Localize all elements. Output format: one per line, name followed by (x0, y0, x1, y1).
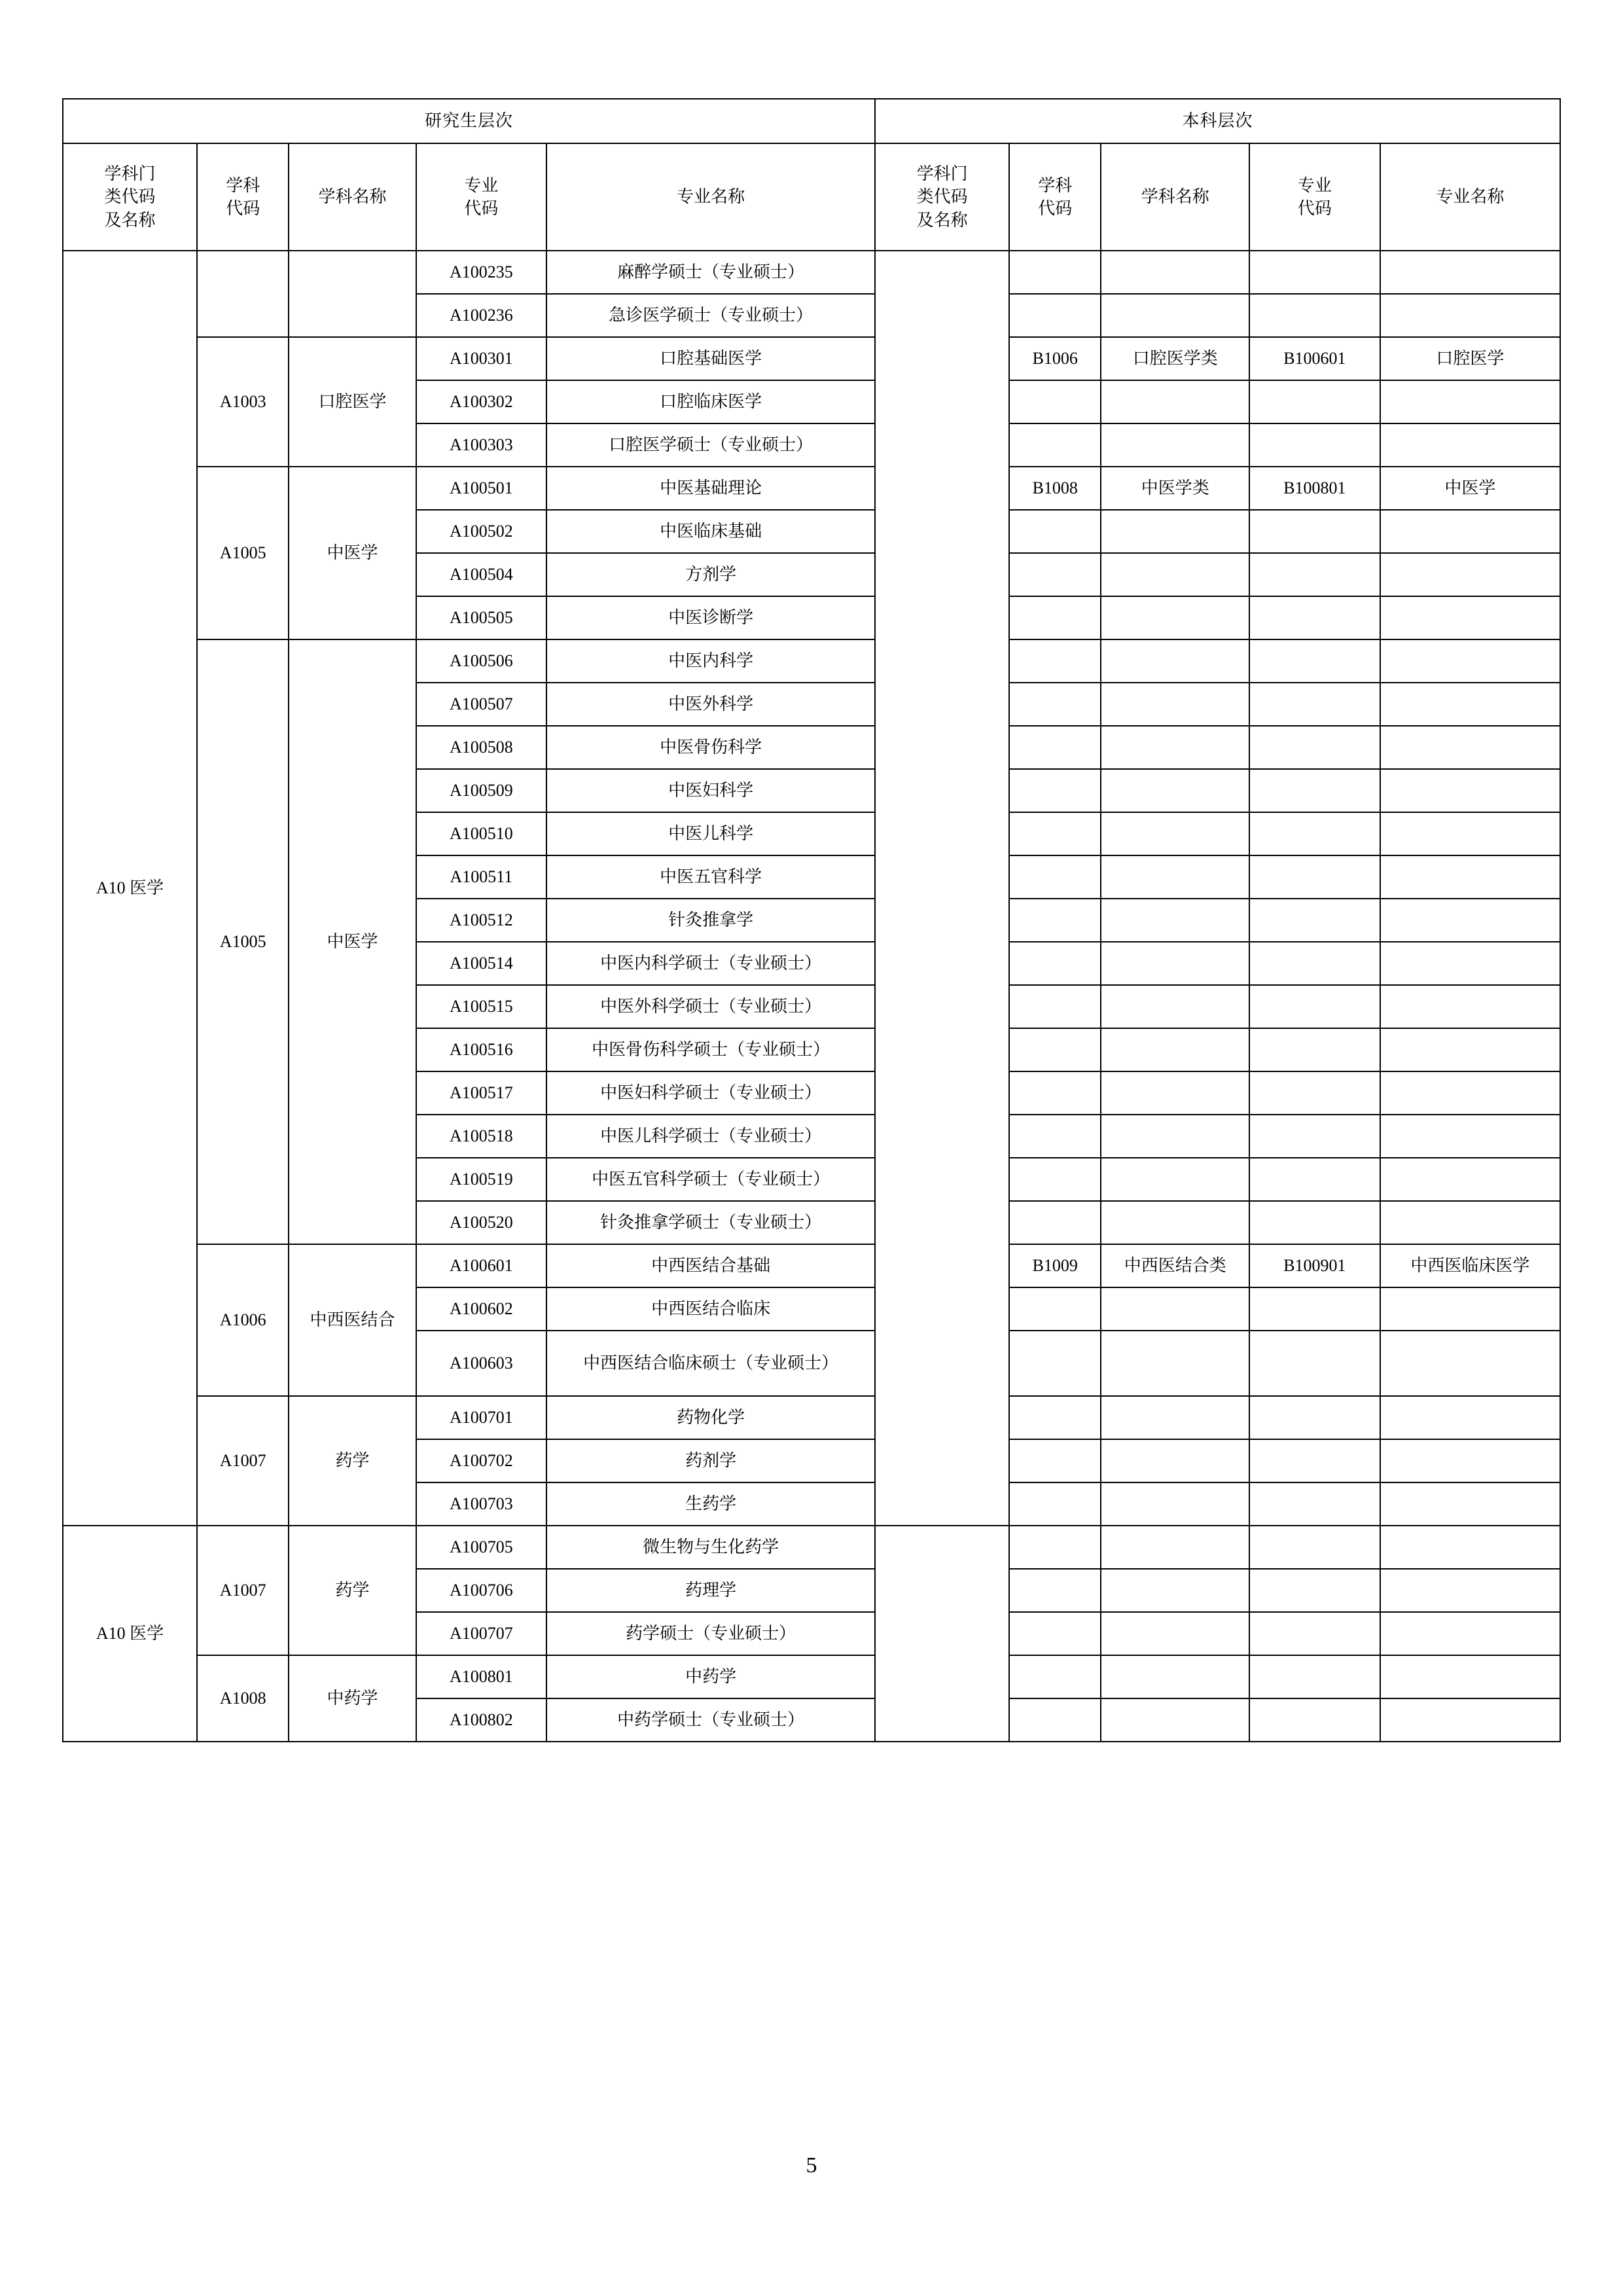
grad-major-code: A100505 (416, 596, 547, 639)
ug-major-code (1249, 1526, 1380, 1569)
ug-disc-code (1009, 1115, 1101, 1158)
ug-major-code (1249, 510, 1380, 553)
header-ug-discipline-name: 学科名称 (1101, 143, 1249, 251)
ug-disc-name (1101, 855, 1249, 899)
grad-major-code: A100519 (416, 1158, 547, 1201)
ug-major-name (1380, 726, 1560, 769)
grad-major-name: 口腔基础医学 (546, 337, 875, 380)
ug-major-name (1380, 294, 1560, 337)
grad-disc-code-a1006: A1006 (197, 1244, 289, 1396)
ug-major-code (1249, 1201, 1380, 1244)
grad-major-code: A100507 (416, 683, 547, 726)
ug-disc-code (1009, 1526, 1101, 1569)
ug-disc-name (1101, 1482, 1249, 1526)
ug-disc-code (1009, 294, 1101, 337)
ug-category-blank-2 (875, 1526, 1009, 1742)
grad-major-code: A100509 (416, 769, 547, 812)
ug-major-code (1249, 294, 1380, 337)
ug-major-code (1249, 1115, 1380, 1158)
blank-disc-name (289, 251, 416, 337)
grad-disc-name-a1007: 药学 (289, 1396, 416, 1526)
grad-major-code: A100515 (416, 985, 547, 1028)
header-grad-discipline-code (197, 143, 289, 251)
ug-major-code: B100801 (1249, 467, 1380, 510)
ug-major-name (1380, 985, 1560, 1028)
grad-disc-name-a1006: 中西医结合 (289, 1244, 416, 1396)
ug-major-code (1249, 1331, 1380, 1396)
table-header-level-row (63, 99, 1560, 143)
ug-disc-code (1009, 1569, 1101, 1612)
grad-major-name: 中西医结合临床 (546, 1287, 875, 1331)
header-ug-discipline-code (1009, 143, 1101, 251)
header-ug-category-line2: 类代码 (916, 187, 968, 207)
ug-disc-name (1101, 1071, 1249, 1115)
grad-major-code: A100303 (416, 423, 547, 467)
ug-major-code (1249, 769, 1380, 812)
grad-major-code: A100517 (416, 1071, 547, 1115)
ug-disc-code (1009, 1331, 1101, 1396)
grad-disc-name-a1008: 中药学 (289, 1655, 416, 1742)
header-grad-disc-code-line2: 代码 (226, 199, 260, 218)
grad-disc-code-a1008: A1008 (197, 1655, 289, 1742)
ug-disc-name (1101, 1612, 1249, 1655)
grad-major-code: A100514 (416, 942, 547, 985)
ug-major-code (1249, 1612, 1380, 1655)
grad-major-name: 中药学 (546, 1655, 875, 1698)
grad-major-code: A100601 (416, 1244, 547, 1287)
grad-major-code: A100603 (416, 1331, 547, 1396)
header-grad-major-code (416, 143, 547, 251)
grad-major-code: A100501 (416, 467, 547, 510)
ug-disc-name (1101, 1526, 1249, 1569)
ug-disc-name (1101, 596, 1249, 639)
grad-major-code: A100602 (416, 1287, 547, 1331)
ug-major-code (1249, 942, 1380, 985)
header-ug-major-code-line2: 代码 (1297, 199, 1332, 218)
grad-major-name: 方剂学 (546, 553, 875, 596)
table-header-columns-row (63, 143, 1560, 251)
ug-disc-code (1009, 1439, 1101, 1482)
grad-major-name: 口腔医学硕士（专业硕士） (546, 423, 875, 467)
header-grad-category-line3: 及名称 (104, 210, 156, 230)
group-category-a10-medicine-1: A10 医学 (63, 251, 197, 1526)
ug-disc-code (1009, 1158, 1101, 1201)
grad-major-name: 生药学 (546, 1482, 875, 1526)
grad-major-name: 中医诊断学 (546, 596, 875, 639)
ug-major-code (1249, 683, 1380, 726)
ug-major-name (1380, 1158, 1560, 1201)
ug-disc-code: B1009 (1009, 1244, 1101, 1287)
ug-major-code (1249, 1071, 1380, 1115)
grad-major-name: 中医儿科学 (546, 812, 875, 855)
page-number: 5 (806, 2153, 817, 2178)
ug-major-code (1249, 985, 1380, 1028)
ug-major-name (1380, 1287, 1560, 1331)
ug-disc-code (1009, 423, 1101, 467)
ug-disc-code (1009, 1071, 1101, 1115)
table-row (63, 639, 1560, 683)
grad-disc-name-a1007b: 药学 (289, 1526, 416, 1655)
ug-major-name (1380, 942, 1560, 985)
discipline-mapping-table (62, 98, 1561, 1742)
ug-major-code (1249, 423, 1380, 467)
grad-major-name: 麻醉学硕士（专业硕士） (546, 251, 875, 294)
grad-major-name: 中医儿科学硕士（专业硕士） (546, 1115, 875, 1158)
header-ug-major-code-line1: 专业 (1297, 175, 1332, 195)
ug-category-blank-1 (875, 251, 1009, 1526)
grad-disc-name-a1003: 口腔医学 (289, 337, 416, 467)
grad-disc-code-a1007: A1007 (197, 1396, 289, 1526)
grad-major-code: A100508 (416, 726, 547, 769)
ug-major-name (1380, 1331, 1560, 1396)
grad-disc-code-a1005: A1005 (197, 467, 289, 639)
ug-disc-name (1101, 423, 1249, 467)
ug-disc-code (1009, 899, 1101, 942)
ug-disc-code: B1008 (1009, 467, 1101, 510)
grad-major-code: A100504 (416, 553, 547, 596)
header-ug-disc-code-line2: 代码 (1038, 199, 1073, 218)
ug-major-name (1380, 596, 1560, 639)
grad-major-code: A100801 (416, 1655, 547, 1698)
grad-major-name: 急诊医学硕士（专业硕士） (546, 294, 875, 337)
ug-disc-name: 中医学类 (1101, 467, 1249, 510)
ug-major-code (1249, 251, 1380, 294)
grad-major-name: 中医妇科学硕士（专业硕士） (546, 1071, 875, 1115)
ug-major-name (1380, 251, 1560, 294)
ug-disc-name: 中西医结合类 (1101, 1244, 1249, 1287)
grad-major-name: 针灸推拿学硕士（专业硕士） (546, 1201, 875, 1244)
grad-major-name: 中医内科学硕士（专业硕士） (546, 942, 875, 985)
ug-major-name: 口腔医学 (1380, 337, 1560, 380)
header-ug-category-line3: 及名称 (916, 210, 968, 230)
grad-major-name: 针灸推拿学 (546, 899, 875, 942)
ug-major-name (1380, 1396, 1560, 1439)
ug-disc-code (1009, 942, 1101, 985)
ug-disc-name (1101, 1396, 1249, 1439)
header-grad-disc-code-line1: 学科 (226, 175, 260, 195)
ug-disc-name: 口腔医学类 (1101, 337, 1249, 380)
ug-major-name (1380, 1115, 1560, 1158)
header-grad-category-line2: 类代码 (104, 187, 156, 207)
grad-major-name: 中医五官科学硕士（专业硕士） (546, 1158, 875, 1201)
grad-disc-name-a1005: 中医学 (289, 467, 416, 639)
ug-disc-name (1101, 1569, 1249, 1612)
ug-major-code (1249, 1287, 1380, 1331)
grad-major-name: 药剂学 (546, 1439, 875, 1482)
ug-major-code (1249, 1158, 1380, 1201)
grad-major-name: 中医骨伤科学 (546, 726, 875, 769)
grad-major-name: 中医五官科学 (546, 855, 875, 899)
ug-disc-code (1009, 812, 1101, 855)
grad-major-code: A100302 (416, 380, 547, 423)
ug-disc-code (1009, 596, 1101, 639)
ug-disc-name (1101, 1331, 1249, 1396)
grad-major-code: A100706 (416, 1569, 547, 1612)
grad-major-name: 中医临床基础 (546, 510, 875, 553)
ug-major-name (1380, 1569, 1560, 1612)
ug-major-code (1249, 1569, 1380, 1612)
header-ug-category (875, 143, 1009, 251)
ug-major-name (1380, 1071, 1560, 1115)
ug-major-name (1380, 1698, 1560, 1742)
header-grad-category-line1: 学科门 (104, 164, 156, 184)
grad-major-code: A100512 (416, 899, 547, 942)
ug-major-name (1380, 769, 1560, 812)
grad-major-code: A100511 (416, 855, 547, 899)
header-grad-major-code-line2: 代码 (464, 199, 499, 218)
header-graduate-level: 研究生层次 (63, 99, 875, 143)
grad-major-code: A100301 (416, 337, 547, 380)
ug-disc-code (1009, 1612, 1101, 1655)
ug-disc-name (1101, 1287, 1249, 1331)
grad-major-code: A100235 (416, 251, 547, 294)
ug-disc-name (1101, 510, 1249, 553)
ug-major-code: B100601 (1249, 337, 1380, 380)
table-row (63, 1655, 1560, 1698)
grad-major-code: A100703 (416, 1482, 547, 1526)
grad-major-name: 口腔临床医学 (546, 380, 875, 423)
table-row (63, 1396, 1560, 1439)
ug-disc-code (1009, 553, 1101, 596)
ug-major-name (1380, 1655, 1560, 1698)
ug-major-code (1249, 812, 1380, 855)
ug-disc-code (1009, 683, 1101, 726)
table-row (63, 1244, 1560, 1287)
ug-disc-name (1101, 1028, 1249, 1071)
ug-disc-code (1009, 251, 1101, 294)
grad-major-code: A100506 (416, 639, 547, 683)
ug-major-code (1249, 1482, 1380, 1526)
ug-disc-name (1101, 812, 1249, 855)
ug-major-name (1380, 1482, 1560, 1526)
ug-disc-name (1101, 726, 1249, 769)
blank-disc-code (197, 251, 289, 337)
ug-major-code (1249, 855, 1380, 899)
ug-major-name: 中西医临床医学 (1380, 1244, 1560, 1287)
ug-major-code: B100901 (1249, 1244, 1380, 1287)
grad-major-name: 中药学硕士（专业硕士） (546, 1698, 875, 1742)
grad-disc-name-a1005b: 中医学 (289, 639, 416, 1244)
ug-disc-name (1101, 1115, 1249, 1158)
header-ug-category-line1: 学科门 (916, 164, 968, 184)
ug-major-code (1249, 596, 1380, 639)
ug-disc-code: B1006 (1009, 337, 1101, 380)
grad-major-name: 中西医结合基础 (546, 1244, 875, 1287)
ug-disc-name (1101, 1158, 1249, 1201)
header-ug-disc-code-line1: 学科 (1038, 175, 1073, 195)
ug-major-name (1380, 1612, 1560, 1655)
ug-disc-name (1101, 942, 1249, 985)
ug-major-name: 中医学 (1380, 467, 1560, 510)
ug-major-code (1249, 1396, 1380, 1439)
grad-major-code: A100510 (416, 812, 547, 855)
ug-disc-name (1101, 251, 1249, 294)
ug-disc-code (1009, 1201, 1101, 1244)
ug-major-name (1380, 899, 1560, 942)
ug-major-name (1380, 423, 1560, 467)
table-row (63, 467, 1560, 510)
ug-major-name (1380, 510, 1560, 553)
ug-major-code (1249, 639, 1380, 683)
ug-major-code (1249, 1698, 1380, 1742)
ug-disc-name (1101, 1698, 1249, 1742)
grad-major-name: 中西医结合临床硕士（专业硕士） (546, 1331, 875, 1396)
grad-major-code: A100707 (416, 1612, 547, 1655)
header-grad-category (63, 143, 197, 251)
ug-disc-code (1009, 1028, 1101, 1071)
ug-disc-code (1009, 380, 1101, 423)
ug-major-name (1380, 812, 1560, 855)
grad-disc-code-a1007b: A1007 (197, 1526, 289, 1655)
grad-major-code: A100518 (416, 1115, 547, 1158)
header-undergraduate-level: 本科层次 (875, 99, 1560, 143)
ug-major-name (1380, 639, 1560, 683)
grad-disc-code-a1005b: A1005 (197, 639, 289, 1244)
ug-major-name (1380, 1028, 1560, 1071)
ug-disc-code (1009, 1655, 1101, 1698)
ug-major-name (1380, 1439, 1560, 1482)
ug-disc-name (1101, 553, 1249, 596)
ug-disc-name (1101, 985, 1249, 1028)
grad-major-name: 药物化学 (546, 1396, 875, 1439)
grad-major-code: A100702 (416, 1439, 547, 1482)
ug-disc-code (1009, 1482, 1101, 1526)
header-grad-discipline-name: 学科名称 (289, 143, 416, 251)
grad-major-code: A100502 (416, 510, 547, 553)
ug-disc-code (1009, 1698, 1101, 1742)
grad-major-name: 中医内科学 (546, 639, 875, 683)
grad-major-name: 中医外科学 (546, 683, 875, 726)
ug-major-name (1380, 1526, 1560, 1569)
ug-disc-code (1009, 726, 1101, 769)
ug-disc-code (1009, 985, 1101, 1028)
ug-disc-code (1009, 510, 1101, 553)
ug-major-code (1249, 726, 1380, 769)
ug-disc-name (1101, 769, 1249, 812)
grad-major-name: 药理学 (546, 1569, 875, 1612)
ug-disc-code (1009, 639, 1101, 683)
ug-major-code (1249, 380, 1380, 423)
ug-major-code (1249, 553, 1380, 596)
ug-disc-name (1101, 639, 1249, 683)
header-ug-major-name: 专业名称 (1380, 143, 1560, 251)
grad-major-name: 中医骨伤科学硕士（专业硕士） (546, 1028, 875, 1071)
ug-disc-name (1101, 1201, 1249, 1244)
ug-disc-code (1009, 855, 1101, 899)
ug-disc-name (1101, 683, 1249, 726)
grad-major-code: A100802 (416, 1698, 547, 1742)
ug-disc-code (1009, 1287, 1101, 1331)
table-row (63, 251, 1560, 294)
grad-major-name: 药学硕士（专业硕士） (546, 1612, 875, 1655)
table-row (63, 337, 1560, 380)
header-ug-major-code (1249, 143, 1380, 251)
grad-disc-code-a1003: A1003 (197, 337, 289, 467)
ug-disc-name (1101, 1439, 1249, 1482)
grad-major-code: A100705 (416, 1526, 547, 1569)
header-grad-major-name: 专业名称 (546, 143, 875, 251)
grad-major-code: A100236 (416, 294, 547, 337)
grad-major-name: 中医妇科学 (546, 769, 875, 812)
ug-disc-name (1101, 1655, 1249, 1698)
ug-disc-code (1009, 1396, 1101, 1439)
ug-major-code (1249, 899, 1380, 942)
ug-major-name (1380, 380, 1560, 423)
ug-major-name (1380, 1201, 1560, 1244)
grad-major-code: A100520 (416, 1201, 547, 1244)
header-grad-major-code-line1: 专业 (464, 175, 499, 195)
grad-major-name: 中医外科学硕士（专业硕士） (546, 985, 875, 1028)
ug-major-code (1249, 1655, 1380, 1698)
table-row (63, 1526, 1560, 1569)
grad-major-code: A100701 (416, 1396, 547, 1439)
ug-disc-name (1101, 899, 1249, 942)
ug-major-name (1380, 553, 1560, 596)
grad-major-code: A100516 (416, 1028, 547, 1071)
ug-disc-name (1101, 380, 1249, 423)
ug-disc-code (1009, 769, 1101, 812)
ug-major-name (1380, 683, 1560, 726)
ug-disc-name (1101, 294, 1249, 337)
ug-major-code (1249, 1439, 1380, 1482)
grad-major-name: 中医基础理论 (546, 467, 875, 510)
group-category-a10-medicine-2: A10 医学 (63, 1526, 197, 1742)
ug-major-name (1380, 855, 1560, 899)
grad-major-name: 微生物与生化药学 (546, 1526, 875, 1569)
ug-major-code (1249, 1028, 1380, 1071)
